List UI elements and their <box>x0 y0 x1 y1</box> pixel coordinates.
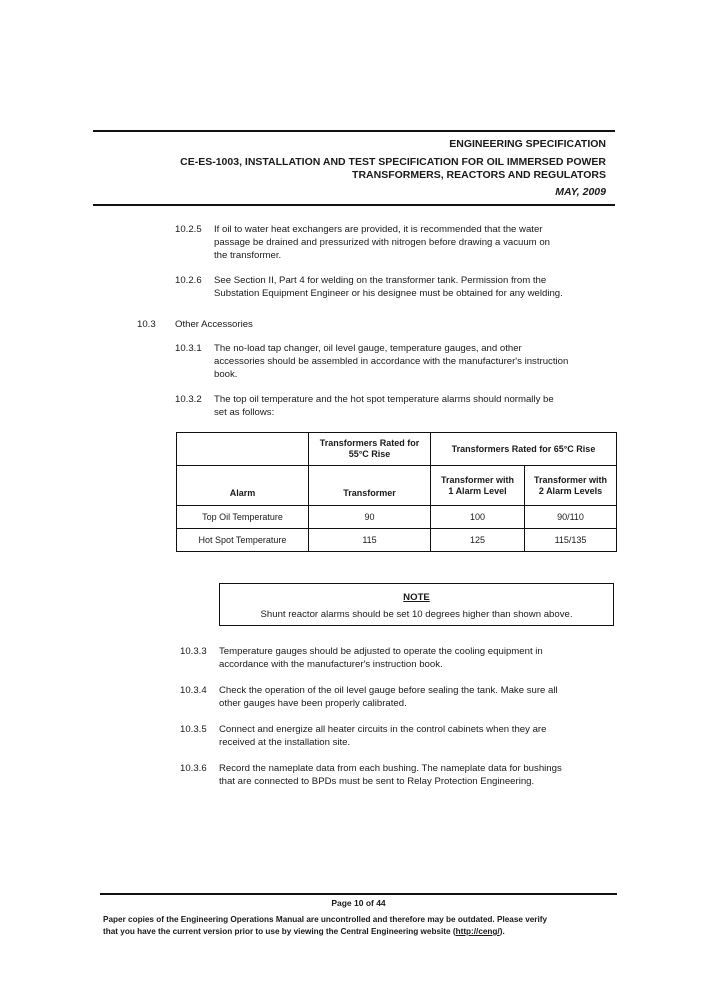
paragraph-line: received at the installation site. <box>219 737 351 748</box>
value-65c-one-level: 100 <box>431 506 525 529</box>
paragraph-line: Connect and energize all heater circuits in the control cabinets when they are <box>219 724 547 735</box>
paragraph-line: passage be drained and pressurized with nitrogen before drawing a vacuum on <box>214 237 550 248</box>
paragraph-line: set as follows: <box>214 407 275 418</box>
value-65c-two-levels: 90/110 <box>525 506 617 529</box>
paragraph-line: accessories should be assembled in accordance with the manufacturer's instruction <box>214 356 569 367</box>
header-top-rule <box>93 130 615 132</box>
alarm-name: Top Oil Temperature <box>177 506 309 529</box>
paragraph-line: book. <box>214 369 238 380</box>
paragraph-number: 10.2.5 <box>175 224 202 235</box>
doc-title-line-2: TRANSFORMERS, REACTORS AND REGULATORS <box>352 169 606 181</box>
table-corner-cell <box>177 433 309 466</box>
column-header-2-alarm-levels: Transformer with 2 Alarm Levels <box>525 466 617 506</box>
doc-type-heading: ENGINEERING SPECIFICATION <box>449 138 606 150</box>
paragraph-line: accordance with the manufacturer's instruction book. <box>219 659 443 670</box>
paragraph-number: 10.3.3 <box>180 646 207 657</box>
value-55c: 90 <box>309 506 431 529</box>
paragraph-10-3-5 <box>180 723 615 750</box>
central-engineering-link[interactable]: http://ceng/ <box>455 927 500 936</box>
paragraph-line: other gauges have been properly calibrated. <box>219 698 407 709</box>
paragraph-number: 10.3.6 <box>180 763 207 774</box>
note-body: Shunt reactor alarms should be set 10 degrees higher than shown above. <box>260 609 573 620</box>
paragraph-10-2-6 <box>175 274 615 301</box>
paragraph-number: 10.3.4 <box>180 685 207 696</box>
paragraph-number: 10.3.1 <box>175 343 202 354</box>
alarm-name: Hot Spot Temperature <box>177 529 309 552</box>
section-number: 10.3 <box>137 319 156 330</box>
section-title: Other Accessories <box>175 319 253 330</box>
value-65c-two-levels: 115/135 <box>525 529 617 552</box>
paragraph-line: Substation Equipment Engineer or his designee must be obtained for any welding. <box>214 288 563 299</box>
note-box <box>219 583 614 626</box>
alarm-settings-table <box>176 432 617 552</box>
header-55c-rise: Transformers Rated for 55°C Rise <box>309 433 431 466</box>
value-65c-one-level: 125 <box>431 529 525 552</box>
page-number: Page 10 of 44 <box>331 898 386 908</box>
column-header-1-alarm-level: Transformer with 1 Alarm Level <box>431 466 525 506</box>
paragraph-line: the transformer. <box>214 250 282 261</box>
footer-rule <box>100 893 617 895</box>
paragraph-line: See Section II, Part 4 for welding on the transformer tank. Permission from the <box>214 275 547 286</box>
column-header-transformer: Transformer <box>309 466 431 506</box>
paragraph-line: The no-load tap changer, oil level gauge, temperature gauges, and other <box>214 343 522 354</box>
paragraph-number: 10.3.2 <box>175 394 202 405</box>
doc-date: MAY, 2009 <box>555 186 606 198</box>
paragraph-10-3-6 <box>180 762 615 789</box>
paragraph-10-3-4 <box>180 684 615 711</box>
table-row <box>177 506 617 529</box>
paragraph-line: If oil to water heat exchangers are provided, it is recommended that the water <box>214 224 543 235</box>
paragraph-10-3-2 <box>175 393 615 420</box>
paragraph-10-3-3 <box>180 645 615 672</box>
paragraph-number: 10.2.6 <box>175 275 202 286</box>
paragraph-line: that are connected to BPDs must be sent to Relay Protection Engineering. <box>219 776 535 787</box>
column-header-alarm: Alarm <box>177 466 309 506</box>
paragraph-number: 10.3.5 <box>180 724 207 735</box>
paragraph-line: Temperature gauges should be adjusted to operate the cooling equipment in <box>219 646 543 657</box>
paragraph-line: The top oil temperature and the hot spot temperature alarms should normally be <box>214 394 554 405</box>
paragraph-10-2-5 <box>175 223 615 263</box>
header-bottom-rule <box>93 204 615 206</box>
section-10-3 <box>137 318 337 332</box>
value-55c: 115 <box>309 529 431 552</box>
paragraph-10-3-1 <box>175 342 615 382</box>
table-row <box>177 529 617 552</box>
paragraph-line: Record the nameplate data from each bushing. The nameplate data for bushings <box>219 763 562 774</box>
header-65c-rise: Transformers Rated for 65°C Rise <box>431 433 617 466</box>
doc-title-line-1: CE-ES-1003, INSTALLATION AND TEST SPECIFICATION FOR OIL IMMERSED POWER <box>180 156 606 168</box>
footer-disclaimer-line-2: that you have the current version prior to use by viewing the Central Engineering website (http://ceng/). <box>103 927 505 936</box>
note-title: NOTE <box>403 592 430 603</box>
paragraph-line: Check the operation of the oil level gauge before sealing the tank. Make sure all <box>219 685 558 696</box>
footer-disclaimer-line-1: Paper copies of the Engineering Operations Manual are uncontrolled and therefore may be outdated. Please verify <box>103 915 548 924</box>
